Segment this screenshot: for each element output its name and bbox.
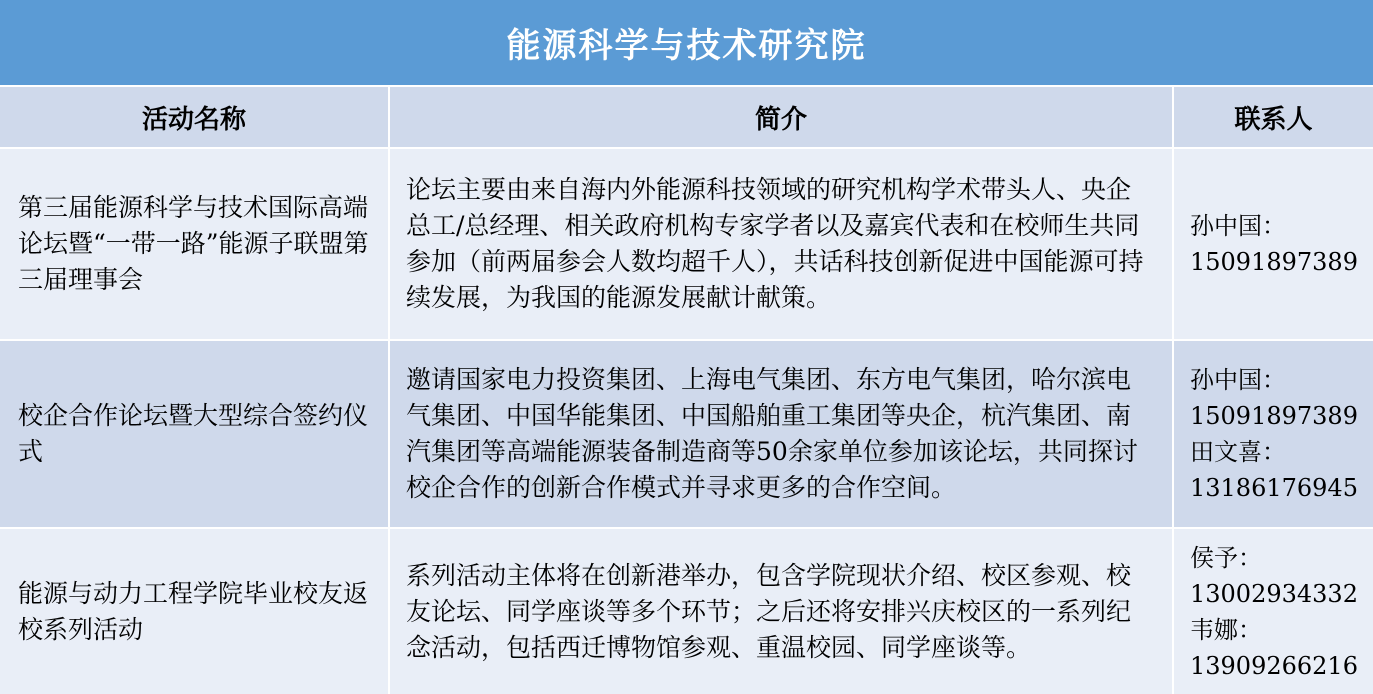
activity-name: 能源与动力工程学院毕业校友返校系列活动 [18, 578, 369, 644]
table-row-2-contact [1174, 341, 1373, 527]
table-row-3-intro [390, 529, 1172, 694]
table-row-1-contact [1174, 149, 1373, 339]
contact-line: 孙中国： [1190, 212, 1286, 240]
contact-list [1190, 540, 1358, 684]
contact-line: 侯予： [1190, 543, 1262, 572]
contact-line: 13186176945 [1190, 474, 1358, 502]
contact-list [1190, 208, 1358, 280]
contact-line: 15091897389 [1190, 402, 1358, 430]
activity-name: 第三届能源科学与技术国际高端论坛暨“一带一路”能源子联盟第三届理事会 [18, 193, 369, 294]
activity-intro: 论坛主要由来自海内外能源科技领域的研究机构学术带头人、央企总工/总经理、相关政府机构专家学者以及嘉宾代表和在校师生共同参加（前两届参会人数均超千人），共话科技创新促进中国能源可持续发展，为我国的能源发展献计献策。 [406, 175, 1144, 312]
activity-intro: 邀请国家电力投资集团、上海电气集团、东方电气集团，哈尔滨电气集团、中国华能集团、中国船舶重工集团等央企，杭汽集团、南汽集团等高端能源装备制造商等50余家单位参加该论坛，共同探讨校企合作的创新合作模式并寻求更多的合作空间。 [406, 365, 1138, 502]
contact-list [1190, 362, 1358, 506]
table-row-1-name [0, 149, 388, 339]
contact-line: 孙中国： [1190, 366, 1286, 394]
table-row-1-intro [390, 149, 1172, 339]
contact-line: 13909266216 [1190, 651, 1358, 680]
table-row-3-contact [1174, 529, 1373, 694]
contact-line: 15091897389 [1190, 248, 1358, 276]
table-title: 能源科学与技术研究院 [0, 0, 1373, 85]
table-row-3-name [0, 529, 388, 694]
contact-line: 田文喜： [1190, 438, 1286, 466]
table-row-2-name [0, 341, 388, 527]
table-row-2-intro [390, 341, 1172, 527]
contact-line: 韦娜： [1190, 615, 1262, 644]
activity-name: 校企合作论坛暨大型综合签约仪式 [18, 401, 369, 466]
activity-intro: 系列活动主体将在创新港举办，包含学院现状介绍、校区参观、校友论坛、同学座谈等多个环节；之后还将安排兴庆校区的一系列纪念活动，包括西迁博物馆参观、重温校园、同学座谈等。 [406, 560, 1132, 662]
header-contact: 联系人 [1174, 87, 1373, 147]
contact-line: 13002934332 [1190, 579, 1358, 608]
header-activity-name: 活动名称 [0, 87, 388, 147]
header-intro: 简介 [390, 87, 1172, 147]
